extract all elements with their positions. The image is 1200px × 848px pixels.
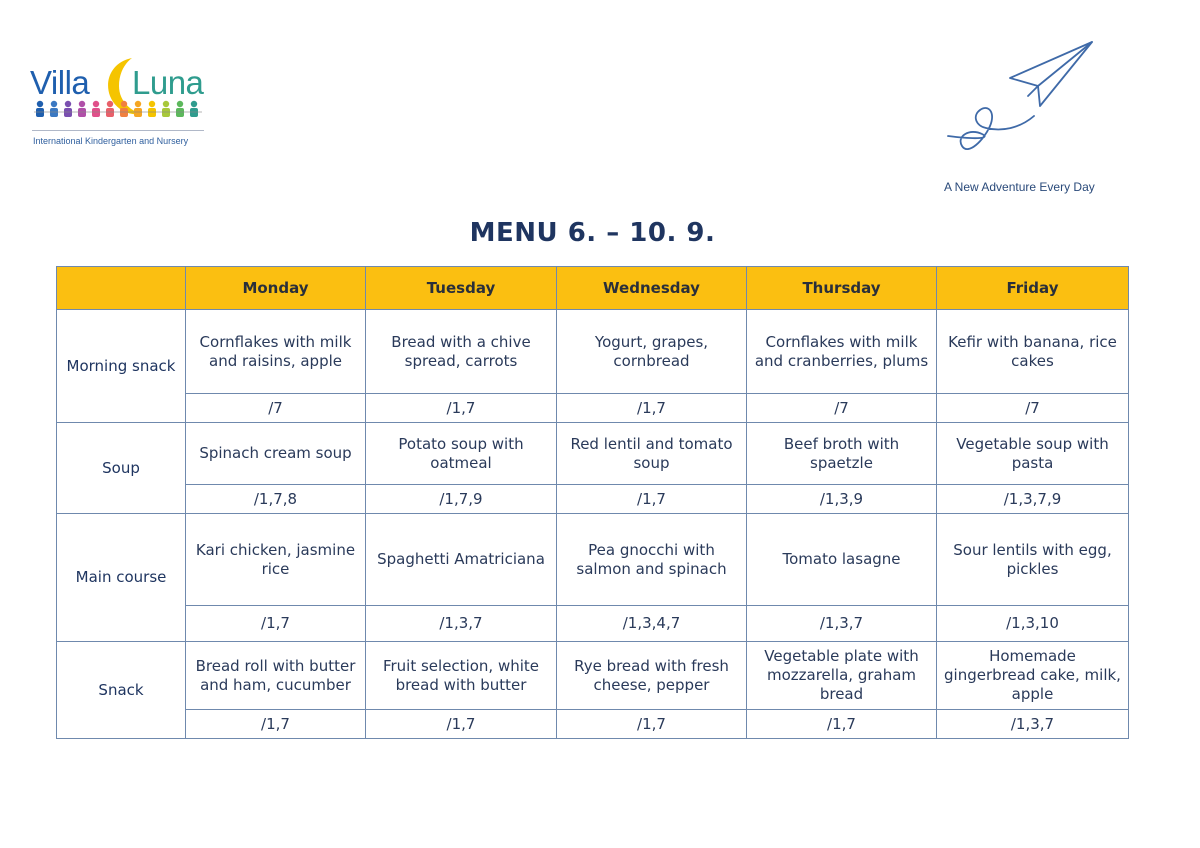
meal-cell: Kari chicken, jasmine rice (186, 514, 366, 606)
meal-cell: Kefir with banana, rice cakes (937, 310, 1129, 394)
logo-subtitle: International Kindergarten and Nursery (33, 136, 189, 146)
allergen-cell: /1,7 (557, 485, 747, 514)
table-row-morning-snack-items (57, 310, 1129, 394)
meal-cell: Fruit selection, white bread with butter (366, 642, 557, 710)
meal-label-snack: Snack (57, 642, 186, 739)
logo-word-villa: Villa (30, 64, 90, 101)
villa-luna-logo (28, 56, 208, 151)
day-header: Friday (937, 267, 1129, 310)
allergen-cell: /1,3,7 (747, 606, 937, 642)
allergen-cell: /1,3,7 (366, 606, 557, 642)
meal-label-morning-snack: Morning snack (57, 310, 186, 423)
day-header: Tuesday (366, 267, 557, 310)
meal-cell: Homemade gingerbread cake, milk, apple (937, 642, 1129, 710)
allergen-cell: /1,7 (366, 394, 557, 423)
allergen-cell: /1,7 (557, 394, 747, 423)
allergen-cell: /1,3,7 (937, 710, 1129, 739)
allergen-cell: /1,7 (557, 710, 747, 739)
table-row-snack-items (57, 642, 1129, 710)
header-row (57, 267, 1129, 310)
table-row-main-course-items (57, 514, 1129, 606)
menu-table (56, 266, 1129, 739)
day-header: Wednesday (557, 267, 747, 310)
meal-cell: Yogurt, grapes, cornbread (557, 310, 747, 394)
allergen-cell: /1,7 (747, 710, 937, 739)
allergen-cell: /1,7,9 (366, 485, 557, 514)
meal-cell: Pea gnocchi with salmon and spinach (557, 514, 747, 606)
table-row-morning-snack-allergens (57, 394, 1129, 423)
day-header: Thursday (747, 267, 937, 310)
meal-cell: Spinach cream soup (186, 423, 366, 485)
allergen-cell: /1,3,10 (937, 606, 1129, 642)
allergen-cell: /1,7 (186, 710, 366, 739)
meal-cell: Cornflakes with milk and cranberries, plums (747, 310, 937, 394)
paper-plane-icon (940, 36, 1110, 176)
meal-cell: Tomato lasagne (747, 514, 937, 606)
meal-cell: Spaghetti Amatriciana (366, 514, 557, 606)
table-row-soup-items (57, 423, 1129, 485)
logo-word-luna: Luna (132, 64, 204, 101)
meal-label-soup: Soup (57, 423, 186, 514)
meal-cell: Red lentil and tomato soup (557, 423, 747, 485)
children-row-icon (32, 100, 208, 122)
allergen-cell: /1,3,4,7 (557, 606, 747, 642)
meal-cell: Vegetable plate with mozzarella, graham bread (747, 642, 937, 710)
allergen-cell: /1,7 (366, 710, 557, 739)
meal-cell: Cornflakes with milk and raisins, apple (186, 310, 366, 394)
allergen-cell: /1,7,8 (186, 485, 366, 514)
logo-divider (32, 130, 204, 131)
header-corner (57, 267, 186, 310)
allergen-cell: /1,7 (186, 606, 366, 642)
allergen-cell: /7 (186, 394, 366, 423)
meal-cell: Vegetable soup with pasta (937, 423, 1129, 485)
meal-cell: Bread with a chive spread, carrots (366, 310, 557, 394)
day-header: Monday (186, 267, 366, 310)
page-title: MENU 6. – 10. 9. (469, 218, 716, 248)
meal-cell: Bread roll with butter and ham, cucumber (186, 642, 366, 710)
meal-cell: Beef broth with spaetzle (747, 423, 937, 485)
meal-cell: Potato soup with oatmeal (366, 423, 557, 485)
meal-cell: Sour lentils with egg, pickles (937, 514, 1129, 606)
allergen-cell: /7 (937, 394, 1129, 423)
tagline: A New Adventure Every Day (944, 180, 1095, 194)
allergen-cell: /1,3,9 (747, 485, 937, 514)
meal-label-main-course: Main course (57, 514, 186, 642)
meal-cell: Rye bread with fresh cheese, pepper (557, 642, 747, 710)
allergen-cell: /7 (747, 394, 937, 423)
table-row-snack-allergens (57, 710, 1129, 739)
table-row-main-course-allergens (57, 606, 1129, 642)
table-row-soup-allergens (57, 485, 1129, 514)
allergen-cell: /1,3,7,9 (937, 485, 1129, 514)
